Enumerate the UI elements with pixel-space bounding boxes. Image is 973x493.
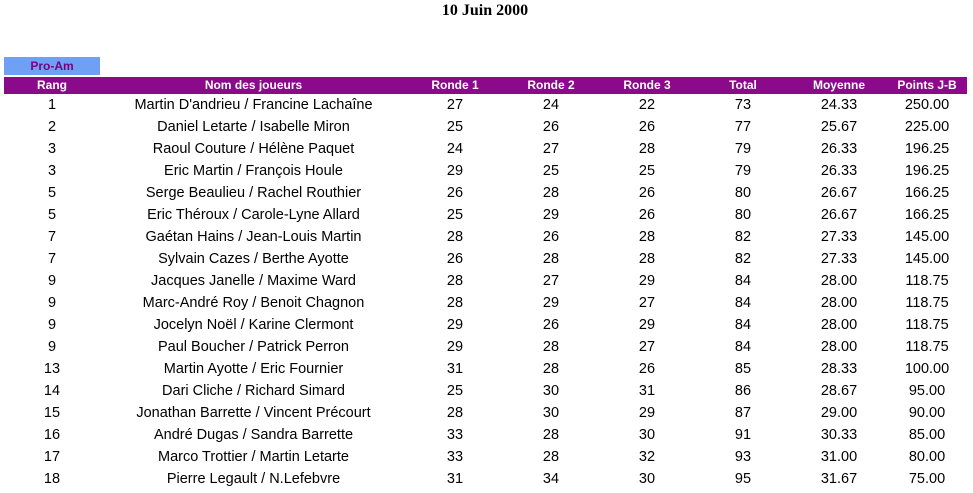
players-cell: André Dugas / Sandra Barrette: [153, 427, 354, 443]
players-cell: Raoul Couture / Hélène Paquet: [152, 141, 355, 157]
total-cell: 77: [734, 119, 752, 135]
ronde-3-cell: 26: [638, 361, 656, 377]
players-cell: Gaétan Hains / Jean-Louis Martin: [145, 229, 362, 245]
rang-cell: 7: [47, 229, 57, 245]
ronde-2-cell: 26: [542, 317, 560, 333]
table-row: [4, 116, 967, 138]
rang-cell: 5: [47, 185, 57, 201]
ronde-1-cell: 29: [446, 163, 464, 179]
players-cell: Pierre Legault / N.Lefebvre: [166, 471, 341, 487]
ronde-2-cell: 29: [542, 207, 560, 223]
category-tab-pro-am[interactable]: Pro-Am: [4, 57, 100, 75]
moyenne-cell: 28.00: [820, 295, 858, 311]
ronde-1-cell: 28: [446, 229, 464, 245]
rang-cell: 18: [43, 471, 61, 487]
table-row: [4, 226, 967, 248]
ronde-1-cell: 27: [446, 97, 464, 113]
table-row: [4, 204, 967, 226]
players-cell: Jonathan Barrette / Vincent Précourt: [136, 405, 371, 421]
moyenne-cell: 31.67: [820, 471, 858, 487]
points-cell: 90.00: [908, 405, 946, 421]
total-cell: 84: [734, 339, 752, 355]
ronde-2-cell: 28: [542, 185, 560, 201]
players-cell: Marco Trottier / Martin Letarte: [158, 449, 349, 465]
ronde-3-cell: 29: [638, 273, 656, 289]
moyenne-cell: 29.00: [820, 405, 858, 421]
ronde-1-cell: 26: [446, 251, 464, 267]
table-row: [4, 314, 967, 336]
ronde-1-cell: 33: [446, 427, 464, 443]
ronde-2-cell: 24: [542, 97, 560, 113]
header-row: [4, 77, 967, 94]
table-row: [4, 248, 967, 270]
moyenne-cell: 31.00: [820, 449, 858, 465]
players-cell: Daniel Letarte / Isabelle Miron: [157, 119, 350, 135]
table-row: [4, 270, 967, 292]
moyenne-cell: 24.33: [820, 97, 858, 113]
ronde-1-cell: 24: [446, 141, 464, 157]
players-cell: Jocelyn Noël / Karine Clermont: [153, 317, 354, 333]
page-title: 10 Juin 2000: [441, 2, 529, 19]
ronde-1-cell: 33: [446, 449, 464, 465]
ronde-1-cell: 31: [446, 361, 464, 377]
ronde-3-cell: 22: [638, 97, 656, 113]
moyenne-cell: 27.33: [820, 251, 858, 267]
points-cell: 145.00: [904, 251, 950, 267]
total-cell: 82: [734, 251, 752, 267]
ronde-2-cell: 34: [542, 471, 560, 487]
points-cell: 80.00: [908, 449, 946, 465]
moyenne-cell: 26.33: [820, 141, 858, 157]
total-cell: 93: [734, 449, 752, 465]
ronde-3-cell: 28: [638, 229, 656, 245]
total-cell: 80: [734, 185, 752, 201]
moyenne-cell: 30.33: [820, 427, 858, 443]
points-cell: 118.75: [905, 295, 949, 311]
total-cell: 95: [734, 471, 752, 487]
players-cell: Marc-André Roy / Benoit Chagnon: [142, 295, 365, 311]
ronde-2-cell: 26: [542, 119, 560, 135]
rang-cell: 16: [43, 427, 61, 443]
rang-cell: 9: [47, 317, 57, 333]
header-ronde-1: Ronde 1: [431, 78, 479, 92]
ronde-2-cell: 28: [542, 361, 560, 377]
ronde-2-cell: 28: [542, 251, 560, 267]
rang-cell: 2: [47, 119, 57, 135]
ronde-3-cell: 26: [638, 207, 656, 223]
table-row: [4, 468, 967, 490]
players-cell: Serge Beaulieu / Rachel Routhier: [145, 185, 362, 201]
points-cell: 196.25: [904, 163, 950, 179]
players-cell: Eric Théroux / Carole-Lyne Allard: [147, 207, 360, 223]
points-cell: 196.25: [904, 141, 950, 157]
ronde-3-cell: 32: [638, 449, 656, 465]
ronde-3-cell: 25: [638, 163, 656, 179]
ronde-2-cell: 27: [542, 273, 560, 289]
rang-cell: 9: [47, 273, 57, 289]
table-row: [4, 402, 967, 424]
header-nom-des-joueurs: Nom des joueurs: [204, 78, 303, 92]
ronde-1-cell: 28: [446, 405, 464, 421]
ronde-3-cell: 30: [638, 471, 656, 487]
ronde-3-cell: 28: [638, 141, 656, 157]
total-cell: 82: [734, 229, 752, 245]
rang-cell: 17: [43, 449, 61, 465]
table-row: [4, 160, 967, 182]
ronde-2-cell: 30: [542, 383, 560, 399]
moyenne-cell: 26.67: [820, 185, 858, 201]
players-cell: Sylvain Cazes / Berthe Ayotte: [158, 251, 349, 267]
ronde-1-cell: 29: [446, 317, 464, 333]
ronde-1-cell: 25: [446, 119, 464, 135]
rang-cell: 1: [47, 97, 57, 113]
rang-cell: 9: [47, 295, 57, 311]
total-cell: 86: [734, 383, 752, 399]
ronde-1-cell: 31: [446, 471, 464, 487]
total-cell: 80: [734, 207, 752, 223]
moyenne-cell: 28.00: [820, 339, 858, 355]
total-cell: 85: [734, 361, 752, 377]
rang-cell: 9: [47, 339, 57, 355]
rang-cell: 7: [47, 251, 57, 267]
total-cell: 87: [734, 405, 752, 421]
ronde-1-cell: 25: [446, 207, 464, 223]
table-row: [4, 138, 967, 160]
rang-cell: 3: [47, 141, 57, 157]
points-cell: 225.00: [904, 119, 950, 135]
header-points-jb: Points J-B: [897, 78, 957, 92]
players-cell: Martin Ayotte / Eric Fournier: [163, 361, 344, 377]
ronde-1-cell: 29: [446, 339, 464, 355]
moyenne-cell: 26.33: [820, 163, 858, 179]
ronde-3-cell: 27: [638, 339, 656, 355]
ronde-1-cell: 26: [446, 185, 464, 201]
ronde-3-cell: 27: [638, 295, 656, 311]
table-row: [4, 292, 967, 314]
moyenne-cell: 26.67: [820, 207, 858, 223]
points-cell: 100.00: [904, 361, 950, 377]
points-cell: 75.00: [908, 471, 946, 487]
total-cell: 73: [734, 97, 752, 113]
players-cell: Jacques Janelle / Maxime Ward: [151, 273, 356, 289]
table-row: [4, 94, 967, 116]
points-cell: 118.75: [905, 317, 949, 333]
players-cell: Martin D'andrieu / Francine Lachaîne: [134, 97, 373, 113]
ronde-2-cell: 25: [542, 163, 560, 179]
rang-cell: 5: [47, 207, 57, 223]
points-cell: 250.00: [904, 97, 950, 113]
moyenne-cell: 25.67: [820, 119, 858, 135]
rang-cell: 14: [43, 383, 61, 399]
ronde-2-cell: 29: [542, 295, 560, 311]
ronde-2-cell: 28: [542, 449, 560, 465]
rang-cell: 15: [43, 405, 61, 421]
moyenne-cell: 28.00: [820, 273, 858, 289]
moyenne-cell: 28.67: [820, 383, 858, 399]
total-cell: 84: [734, 317, 752, 333]
ronde-1-cell: 28: [446, 295, 464, 311]
table-row: [4, 182, 967, 204]
ronde-3-cell: 26: [638, 119, 656, 135]
points-cell: 118.75: [905, 339, 949, 355]
ronde-3-cell: 31: [638, 383, 656, 399]
total-cell: 84: [734, 273, 752, 289]
ronde-3-cell: 29: [638, 317, 656, 333]
table-row: [4, 358, 967, 380]
points-cell: 145.00: [904, 229, 950, 245]
ronde-1-cell: 28: [446, 273, 464, 289]
table-row: [4, 424, 967, 446]
total-cell: 79: [734, 141, 752, 157]
header-moyenne: Moyenne: [812, 78, 865, 92]
table-row: [4, 380, 967, 402]
header-ronde-3: Ronde 3: [623, 78, 671, 92]
players-cell: Dari Cliche / Richard Simard: [162, 383, 345, 399]
ronde-3-cell: 30: [638, 427, 656, 443]
points-cell: 166.25: [904, 207, 950, 223]
points-cell: 166.25: [904, 185, 950, 201]
players-cell: Eric Martin / François Houle: [164, 163, 343, 179]
rang-cell: 13: [43, 361, 61, 377]
ronde-2-cell: 27: [542, 141, 560, 157]
ronde-2-cell: 26: [542, 229, 560, 245]
total-cell: 84: [734, 295, 752, 311]
ronde-2-cell: 28: [542, 427, 560, 443]
points-cell: 95.00: [908, 383, 946, 399]
ronde-3-cell: 26: [638, 185, 656, 201]
results-table: [4, 77, 967, 490]
points-cell: 85.00: [908, 427, 946, 443]
total-cell: 79: [734, 163, 752, 179]
ronde-2-cell: 30: [542, 405, 560, 421]
table-row: [4, 446, 967, 468]
header-rang: Rang: [37, 78, 67, 92]
ronde-2-cell: 28: [542, 339, 560, 355]
ronde-1-cell: 25: [446, 383, 464, 399]
moyenne-cell: 28.33: [820, 361, 858, 377]
rang-cell: 3: [47, 163, 57, 179]
players-cell: Paul Boucher / Patrick Perron: [157, 339, 349, 355]
ronde-3-cell: 28: [638, 251, 656, 267]
table-row: [4, 336, 967, 358]
total-cell: 91: [734, 427, 752, 443]
points-cell: 118.75: [905, 273, 949, 289]
moyenne-cell: 27.33: [820, 229, 858, 245]
header-total: Total: [729, 78, 757, 92]
header-ronde-2: Ronde 2: [527, 78, 575, 92]
ronde-3-cell: 29: [638, 405, 656, 421]
moyenne-cell: 28.00: [820, 317, 858, 333]
